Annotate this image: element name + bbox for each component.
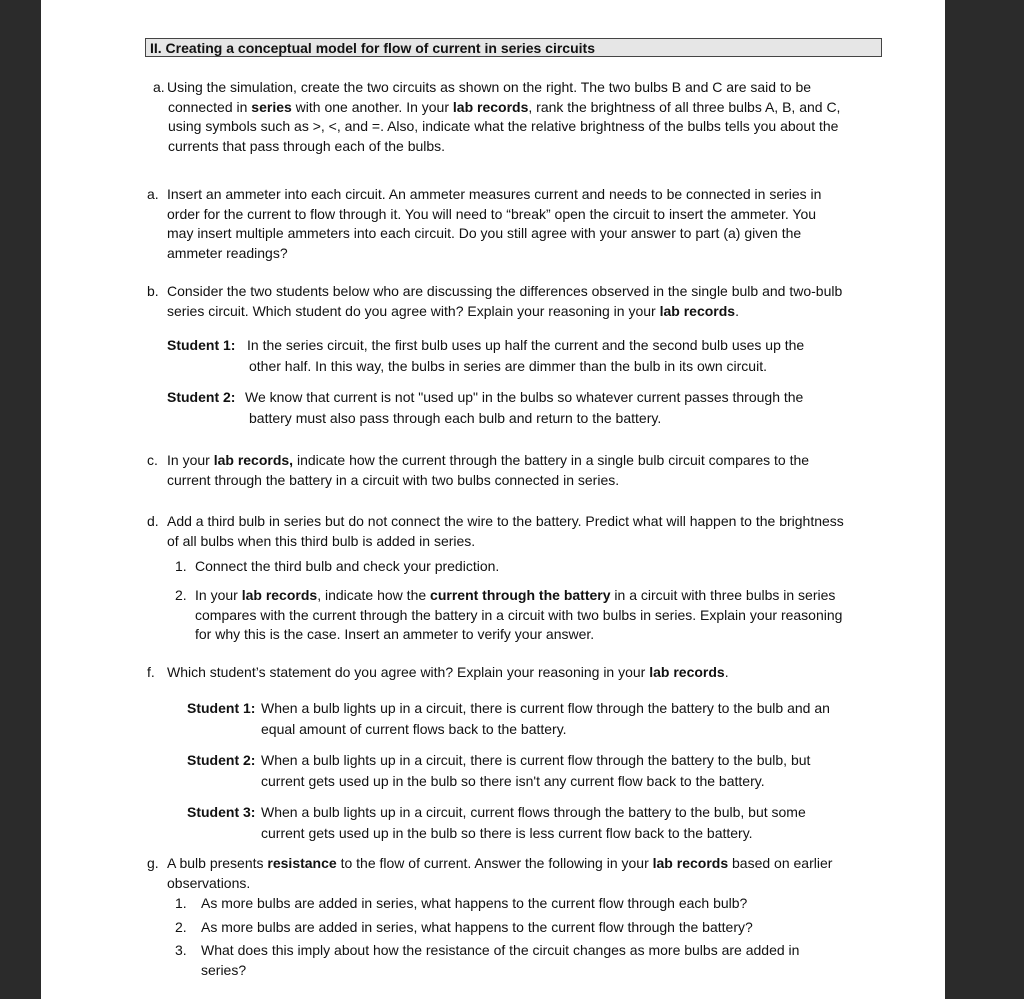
item-marker: b. xyxy=(147,283,159,299)
item-marker: f. xyxy=(147,664,155,680)
item-marker: g. xyxy=(147,855,159,871)
subitem-marker: 1. xyxy=(175,558,187,574)
student-text: In the series circuit, the first bulb uses up half the current and the second bulb uses up the other half. In this way, the bulbs in series are dimmer than the bulb in its own circuit. xyxy=(247,337,805,374)
item-c xyxy=(147,451,837,490)
item-marker: d. xyxy=(147,513,159,529)
document-page xyxy=(41,0,945,999)
subitem-text: Connect the third bulb and check your prediction. xyxy=(195,558,500,574)
subitem-marker: 1. xyxy=(175,895,187,911)
section-title: II. Creating a conceptual model for flow of current in series circuits xyxy=(145,38,882,57)
subitem-text: What does this imply about how the resistance of the circuit changes as more bulbs are added in series? xyxy=(201,942,800,978)
student-label: Student 2: xyxy=(167,389,236,405)
item-text: Add a third bulb in series but do not connect the wire to the battery. Predict what will happen to the brightness of all bulbs when this third bulb is added in series. xyxy=(167,513,844,549)
item-marker: c. xyxy=(147,452,158,468)
item-a-ammeter xyxy=(147,185,837,263)
item-text: Which student’s statement do you agree with? Explain your reasoning in your lab records. xyxy=(167,664,729,680)
f-student-3 xyxy=(187,802,837,844)
f-student-2 xyxy=(187,750,837,792)
item-text: Using the simulation, create the two circuits as shown on the right. The two bulbs B and C are said to be connected in series with one another. In your lab records, rank the brightness of all three bulbs A, B, and C, using symbols such as >, <, and =. Also, indicate what the relative brightness of the bulbs tells you about the currents that pass through each of the bulbs. xyxy=(167,79,841,154)
g-subitem-1 xyxy=(175,894,845,914)
item-text: Consider the two students below who are discussing the differences observed in the single bulb and two-bulb series circuit. Which student do you agree with? Explain your reasoning in your lab records. xyxy=(167,283,843,319)
item-marker: a. xyxy=(147,186,159,202)
student-text: When a bulb lights up in a circuit, there is current flow through the battery to the bulb and an equal amount of current flows back to the battery. xyxy=(261,700,830,737)
b-student-2 xyxy=(167,387,837,429)
subitem-marker: 3. xyxy=(175,942,187,958)
subitem-text: As more bulbs are added in series, what happens to the current flow through each bulb? xyxy=(201,895,748,911)
item-d xyxy=(147,512,847,551)
item-text: In your lab records, indicate how the current through the battery in a single bulb circuit compares to the current through the battery in a circuit with two bulbs connected in series. xyxy=(167,452,810,488)
subitem-marker: 2. xyxy=(175,587,187,603)
item-marker: a. xyxy=(153,79,165,95)
g-subitem-3 xyxy=(175,941,845,980)
b-student-1 xyxy=(167,335,837,377)
subitem-text: In your lab records, indicate how the current through the battery in a circuit with three bulbs in series compares with the current through the battery in a circuit with two bulbs in series. Explain your reasoning for why this is the case. Insert an ammeter to verify your answer. xyxy=(195,587,843,642)
student-label: Student 2: xyxy=(187,752,256,768)
g-subitem-2 xyxy=(175,918,845,938)
student-text: We know that current is not "used up" in the bulbs so whatever current passes through the battery must also pass through each bulb and return to the battery. xyxy=(245,389,804,426)
item-text: Insert an ammeter into each circuit. An ammeter measures current and needs to be connected in series in order for the current to flow through it. You will need to “break” open the circuit to insert the ammeter. You may insert multiple ammeters into each circuit. Do you still agree with your answer to part (a) given the ammeter readings? xyxy=(167,186,822,261)
item-g xyxy=(147,854,837,893)
item-text: A bulb presents resistance to the flow of current. Answer the following in your lab records based on earlier observations. xyxy=(167,855,833,891)
item-a-simulation xyxy=(153,78,843,156)
f-student-1 xyxy=(187,698,837,740)
d-subitem-1 xyxy=(175,557,835,577)
student-text: When a bulb lights up in a circuit, there is current flow through the battery to the bulb, but current gets used up in the bulb so there isn't any current flow back to the battery. xyxy=(261,752,811,789)
student-label: Student 3: xyxy=(187,804,256,820)
item-f xyxy=(147,663,847,683)
student-text: When a bulb lights up in a circuit, current flows through the battery to the bulb, but some current gets used up in the bulb so there is less current flow back to the battery. xyxy=(261,804,806,841)
subitem-marker: 2. xyxy=(175,919,187,935)
d-subitem-2 xyxy=(175,586,845,645)
student-label: Student 1: xyxy=(167,337,236,353)
item-b xyxy=(147,282,847,321)
subitem-text: As more bulbs are added in series, what happens to the current flow through the battery? xyxy=(201,919,753,935)
student-label: Student 1: xyxy=(187,700,256,716)
